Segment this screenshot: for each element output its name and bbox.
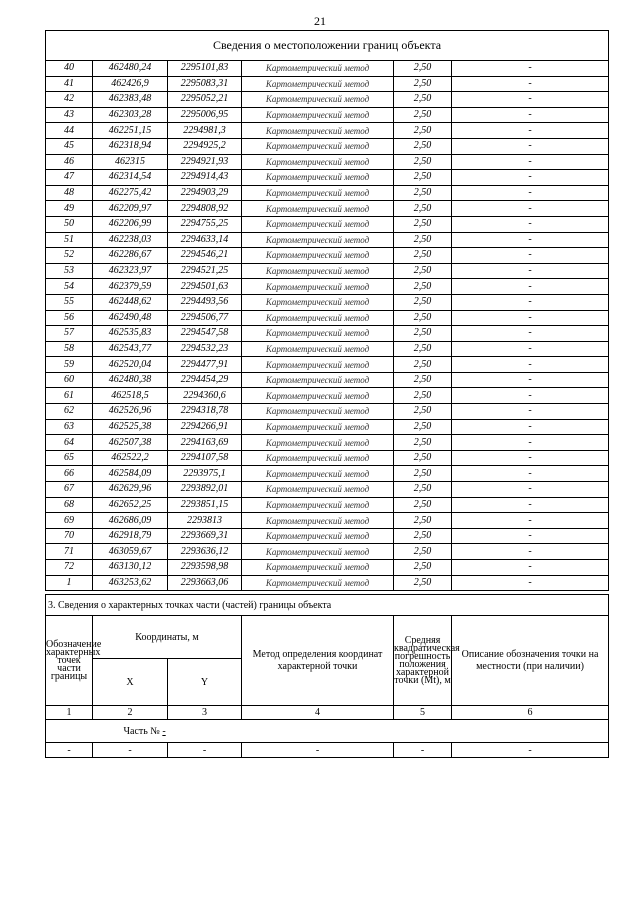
accuracy: 2,50 xyxy=(394,92,452,108)
coord-x: 462323,97 xyxy=(93,263,168,279)
coord-y: 2294454,29 xyxy=(168,372,242,388)
coord-y: 2293598,98 xyxy=(168,560,242,576)
description: - xyxy=(452,61,609,77)
accuracy: 2,50 xyxy=(394,466,452,482)
coord-y: 2293636,12 xyxy=(168,544,242,560)
coord-y: 2294921,93 xyxy=(168,154,242,170)
description: - xyxy=(452,357,609,373)
description: - xyxy=(452,185,609,201)
boundary-row xyxy=(46,341,609,357)
point-id: 42 xyxy=(46,92,93,108)
point-id: 47 xyxy=(46,170,93,186)
coord-x: 462525,38 xyxy=(93,419,168,435)
coord-y: 2295083,31 xyxy=(168,76,242,92)
boundary-row xyxy=(46,513,609,529)
method: Картометрический метод xyxy=(242,528,394,544)
point-id: 64 xyxy=(46,435,93,451)
accuracy: 2,50 xyxy=(394,185,452,201)
coord-y: 2293813 xyxy=(168,513,242,529)
description: - xyxy=(452,232,609,248)
method: Картометрический метод xyxy=(242,123,394,139)
point-id: 54 xyxy=(46,279,93,295)
boundary-row xyxy=(46,154,609,170)
boundary-row xyxy=(46,357,609,373)
method: Картометрический метод xyxy=(242,107,394,123)
coord-y: 2294925,2 xyxy=(168,138,242,154)
coord-x: 462383,48 xyxy=(93,92,168,108)
boundary-row xyxy=(46,388,609,404)
point-id: 70 xyxy=(46,528,93,544)
accuracy: 2,50 xyxy=(394,294,452,310)
coord-x: 462490,48 xyxy=(93,310,168,326)
coord-y: 2294755,25 xyxy=(168,216,242,232)
coord-y: 2294318,78 xyxy=(168,404,242,420)
description: - xyxy=(452,310,609,326)
boundary-row xyxy=(46,560,609,576)
coord-x: 462480,24 xyxy=(93,61,168,77)
coord-x: 462520,04 xyxy=(93,357,168,373)
coord-y: 2294547,58 xyxy=(168,326,242,342)
col-num: 2 xyxy=(93,706,168,720)
col-num: 3 xyxy=(168,706,242,720)
boundary-row xyxy=(46,372,609,388)
method: Картометрический метод xyxy=(242,404,394,420)
coord-x: 463253,62 xyxy=(93,575,168,591)
description: - xyxy=(452,123,609,139)
boundary-table xyxy=(45,30,609,591)
coord-x: 462518,5 xyxy=(93,388,168,404)
coord-y: 2294477,91 xyxy=(168,357,242,373)
accuracy: 2,50 xyxy=(394,482,452,498)
col-y-header: Y xyxy=(168,659,242,706)
method: Картометрический метод xyxy=(242,248,394,264)
point-id: 62 xyxy=(46,404,93,420)
point-id: 63 xyxy=(46,419,93,435)
coord-x: 462286,67 xyxy=(93,248,168,264)
description: - xyxy=(452,450,609,466)
description: - xyxy=(452,279,609,295)
boundary-row xyxy=(46,544,609,560)
method: Картометрический метод xyxy=(242,341,394,357)
coord-x: 462543,77 xyxy=(93,341,168,357)
boundary-row xyxy=(46,404,609,420)
empty-cell: - xyxy=(46,743,93,758)
part-points-table xyxy=(45,594,609,758)
coord-y: 2294506,77 xyxy=(168,310,242,326)
point-id: 52 xyxy=(46,248,93,264)
coord-x: 462584,09 xyxy=(93,466,168,482)
coord-x: 462209,97 xyxy=(93,201,168,217)
boundary-row xyxy=(46,107,609,123)
boundary-row xyxy=(46,76,609,92)
point-id: 61 xyxy=(46,388,93,404)
description: - xyxy=(452,372,609,388)
description: - xyxy=(452,404,609,420)
method: Картометрический метод xyxy=(242,92,394,108)
coord-y: 2294493,56 xyxy=(168,294,242,310)
description: - xyxy=(452,560,609,576)
description: - xyxy=(452,326,609,342)
part-value: - xyxy=(162,725,166,737)
method: Картометрический метод xyxy=(242,513,394,529)
col-x-header: X xyxy=(93,659,168,706)
accuracy: 2,50 xyxy=(394,450,452,466)
point-id: 71 xyxy=(46,544,93,560)
method: Картометрический метод xyxy=(242,310,394,326)
col-point-header: Обозначение характерных точек части границы xyxy=(46,616,93,706)
method: Картометрический метод xyxy=(242,294,394,310)
col-num: 6 xyxy=(452,706,609,720)
coord-y: 2294266,91 xyxy=(168,419,242,435)
description: - xyxy=(452,170,609,186)
coord-x: 462652,25 xyxy=(93,497,168,513)
method: Картометрический метод xyxy=(242,497,394,513)
point-id: 46 xyxy=(46,154,93,170)
boundary-row xyxy=(46,528,609,544)
coord-x: 462480,38 xyxy=(93,372,168,388)
col-num: 4 xyxy=(242,706,394,720)
accuracy: 2,50 xyxy=(394,61,452,77)
description: - xyxy=(452,575,609,591)
description: - xyxy=(452,138,609,154)
method: Картометрический метод xyxy=(242,279,394,295)
boundary-row xyxy=(46,263,609,279)
empty-cell: - xyxy=(93,743,168,758)
coord-x: 462426,9 xyxy=(93,76,168,92)
coord-y: 2295052,21 xyxy=(168,92,242,108)
method: Картометрический метод xyxy=(242,450,394,466)
accuracy: 2,50 xyxy=(394,435,452,451)
coord-y: 2294521,25 xyxy=(168,263,242,279)
coord-y: 2293975,1 xyxy=(168,466,242,482)
method: Картометрический метод xyxy=(242,326,394,342)
accuracy: 2,50 xyxy=(394,497,452,513)
description: - xyxy=(452,466,609,482)
col-method-header: Метод определения координат характерной точки xyxy=(242,616,394,706)
method: Картометрический метод xyxy=(242,544,394,560)
accuracy: 2,50 xyxy=(394,544,452,560)
description: - xyxy=(452,513,609,529)
coord-y: 2293669,31 xyxy=(168,528,242,544)
coord-y: 2293892,01 xyxy=(168,482,242,498)
description: - xyxy=(452,482,609,498)
point-id: 68 xyxy=(46,497,93,513)
method: Картометрический метод xyxy=(242,138,394,154)
coord-y: 2294633,14 xyxy=(168,232,242,248)
accuracy: 2,50 xyxy=(394,232,452,248)
accuracy: 2,50 xyxy=(394,575,452,591)
point-id: 44 xyxy=(46,123,93,139)
description: - xyxy=(452,201,609,217)
point-id: 43 xyxy=(46,107,93,123)
point-id: 49 xyxy=(46,201,93,217)
method: Картометрический метод xyxy=(242,216,394,232)
accuracy: 2,50 xyxy=(394,279,452,295)
accuracy: 2,50 xyxy=(394,404,452,420)
boundary-row xyxy=(46,201,609,217)
boundary-row xyxy=(46,575,609,591)
point-id: 69 xyxy=(46,513,93,529)
method: Картометрический метод xyxy=(242,263,394,279)
point-id: 41 xyxy=(46,76,93,92)
method: Картометрический метод xyxy=(242,388,394,404)
coord-y: 2294360,6 xyxy=(168,388,242,404)
method: Картометрический метод xyxy=(242,435,394,451)
accuracy: 2,50 xyxy=(394,419,452,435)
boundary-row xyxy=(46,61,609,77)
col-coords-header: Координаты, м xyxy=(93,616,242,659)
coord-x: 462507,38 xyxy=(93,435,168,451)
coord-y: 2294107,58 xyxy=(168,450,242,466)
boundary-row xyxy=(46,123,609,139)
description: - xyxy=(452,248,609,264)
coord-x: 463059,67 xyxy=(93,544,168,560)
coord-x: 462629,96 xyxy=(93,482,168,498)
description: - xyxy=(452,388,609,404)
accuracy: 2,50 xyxy=(394,326,452,342)
description: - xyxy=(452,341,609,357)
point-id: 56 xyxy=(46,310,93,326)
coord-y: 2294501,63 xyxy=(168,279,242,295)
coord-y: 2294914,43 xyxy=(168,170,242,186)
description: - xyxy=(452,263,609,279)
boundary-row xyxy=(46,450,609,466)
coord-y: 2294903,29 xyxy=(168,185,242,201)
boundary-row xyxy=(46,482,609,498)
accuracy: 2,50 xyxy=(394,528,452,544)
coord-x: 462238,03 xyxy=(93,232,168,248)
boundary-row xyxy=(46,216,609,232)
method: Картометрический метод xyxy=(242,201,394,217)
method: Картометрический метод xyxy=(242,61,394,77)
description: - xyxy=(452,294,609,310)
empty-cell: - xyxy=(452,743,609,758)
boundary-row xyxy=(46,310,609,326)
method: Картометрический метод xyxy=(242,154,394,170)
part-row xyxy=(46,720,609,743)
col-num: 1 xyxy=(46,706,93,720)
coord-x: 462448,62 xyxy=(93,294,168,310)
coord-x: 462314,54 xyxy=(93,170,168,186)
description: - xyxy=(452,419,609,435)
description: - xyxy=(452,435,609,451)
point-id: 67 xyxy=(46,482,93,498)
boundary-row xyxy=(46,294,609,310)
coord-x: 462686,09 xyxy=(93,513,168,529)
coord-x: 462522,2 xyxy=(93,450,168,466)
boundary-row xyxy=(46,419,609,435)
accuracy: 2,50 xyxy=(394,76,452,92)
coord-x: 463130,12 xyxy=(93,560,168,576)
coord-x: 462275,42 xyxy=(93,185,168,201)
empty-cell: - xyxy=(168,743,242,758)
coord-y: 2294532,23 xyxy=(168,341,242,357)
accuracy: 2,50 xyxy=(394,357,452,373)
boundary-table-title: Сведения о местоположении границ объекта xyxy=(46,31,609,61)
point-id: 51 xyxy=(46,232,93,248)
coord-x: 462918,79 xyxy=(93,528,168,544)
boundary-row xyxy=(46,138,609,154)
col-num: 5 xyxy=(394,706,452,720)
method: Картометрический метод xyxy=(242,185,394,201)
point-id: 1 xyxy=(46,575,93,591)
point-id: 48 xyxy=(46,185,93,201)
accuracy: 2,50 xyxy=(394,107,452,123)
coord-y: 2293851,15 xyxy=(168,497,242,513)
point-id: 55 xyxy=(46,294,93,310)
accuracy: 2,50 xyxy=(394,263,452,279)
coord-x: 462206,99 xyxy=(93,216,168,232)
boundary-row xyxy=(46,279,609,295)
method: Картометрический метод xyxy=(242,560,394,576)
description: - xyxy=(452,497,609,513)
accuracy: 2,50 xyxy=(394,216,452,232)
point-id: 72 xyxy=(46,560,93,576)
boundary-row xyxy=(46,232,609,248)
point-id: 65 xyxy=(46,450,93,466)
boundary-row xyxy=(46,497,609,513)
point-id: 60 xyxy=(46,372,93,388)
point-id: 40 xyxy=(46,61,93,77)
method: Картометрический метод xyxy=(242,170,394,186)
boundary-row xyxy=(46,435,609,451)
accuracy: 2,50 xyxy=(394,154,452,170)
accuracy: 2,50 xyxy=(394,341,452,357)
point-id: 45 xyxy=(46,138,93,154)
col-desc-header: Описание обозначения точки на местности (при наличии) xyxy=(452,616,609,706)
method: Картометрический метод xyxy=(242,76,394,92)
accuracy: 2,50 xyxy=(394,310,452,326)
point-id: 57 xyxy=(46,326,93,342)
empty-cell: - xyxy=(242,743,394,758)
coord-y: 2295006,95 xyxy=(168,107,242,123)
description: - xyxy=(452,528,609,544)
boundary-row xyxy=(46,185,609,201)
accuracy: 2,50 xyxy=(394,513,452,529)
coord-x: 462251,15 xyxy=(93,123,168,139)
empty-cell: - xyxy=(394,743,452,758)
coord-x: 462315 xyxy=(93,154,168,170)
coord-x: 462535,83 xyxy=(93,326,168,342)
boundary-row xyxy=(46,170,609,186)
point-id: 66 xyxy=(46,466,93,482)
accuracy: 2,50 xyxy=(394,123,452,139)
coord-x: 462303,28 xyxy=(93,107,168,123)
boundary-row xyxy=(46,466,609,482)
section-3-title: 3. Сведения о характерных точках части (частей) границы объекта xyxy=(46,595,609,616)
coord-y: 2295101,83 xyxy=(168,61,242,77)
accuracy: 2,50 xyxy=(394,560,452,576)
accuracy: 2,50 xyxy=(394,170,452,186)
boundary-row xyxy=(46,92,609,108)
description: - xyxy=(452,544,609,560)
accuracy: 2,50 xyxy=(394,138,452,154)
method: Картометрический метод xyxy=(242,575,394,591)
accuracy: 2,50 xyxy=(394,201,452,217)
description: - xyxy=(452,107,609,123)
description: - xyxy=(452,216,609,232)
coord-x: 462318,94 xyxy=(93,138,168,154)
description: - xyxy=(452,154,609,170)
coord-x: 462379,59 xyxy=(93,279,168,295)
col-error-header: Средняя квадратическая погрешность положения характерной точки (Mt), м xyxy=(394,616,452,706)
accuracy: 2,50 xyxy=(394,248,452,264)
method: Картометрический метод xyxy=(242,357,394,373)
description: - xyxy=(452,76,609,92)
method: Картометрический метод xyxy=(242,466,394,482)
point-id: 58 xyxy=(46,341,93,357)
coord-y: 2294163,69 xyxy=(168,435,242,451)
point-id: 59 xyxy=(46,357,93,373)
boundary-row xyxy=(46,326,609,342)
boundary-row xyxy=(46,248,609,264)
part-label: Часть № xyxy=(123,725,160,737)
page-number: 21 xyxy=(314,14,326,28)
point-id: 50 xyxy=(46,216,93,232)
point-id: 53 xyxy=(46,263,93,279)
coord-y: 2294808,92 xyxy=(168,201,242,217)
accuracy: 2,50 xyxy=(394,372,452,388)
method: Картометрический метод xyxy=(242,372,394,388)
coord-y: 2294981,3 xyxy=(168,123,242,139)
description: - xyxy=(452,92,609,108)
method: Картометрический метод xyxy=(242,482,394,498)
method: Картометрический метод xyxy=(242,419,394,435)
method: Картометрический метод xyxy=(242,232,394,248)
accuracy: 2,50 xyxy=(394,388,452,404)
coord-x: 462526,96 xyxy=(93,404,168,420)
coord-y: 2293663,06 xyxy=(168,575,242,591)
coord-y: 2294546,21 xyxy=(168,248,242,264)
